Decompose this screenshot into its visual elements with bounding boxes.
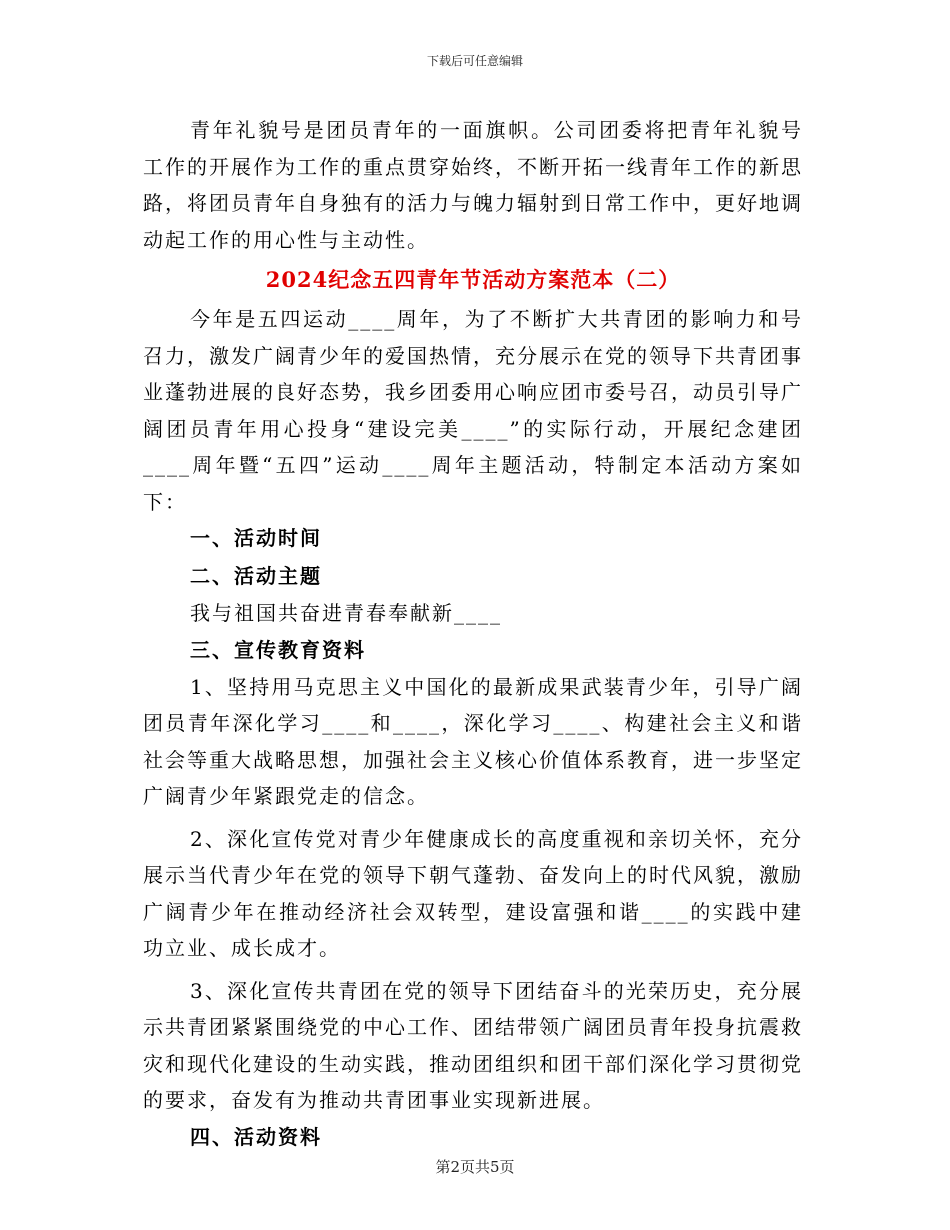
intro-paragraph: 青年礼貌号是团员青年的一面旗帜。公司团委将把青年礼貌号工作的开展作为工作的重点贯穿始终，不断开拓一线青年工作的新思路，将团员青年自身独有的活力与魄力辐射到日常工作中，更好地调动起工作的用心性与主动性。	[143, 118, 803, 252]
section-heading-theme: 二、活动主题	[190, 564, 322, 588]
opening-paragraph: 今年是五四运动____周年，为了不断扩大共青团的影响力和号召力，激发广阔青少年的爱国热情，充分展示在党的领导下共青团事业蓬勃进展的良好态势，我乡团委用心响应团市委号召，动员引导广阔团员青年用心投身“建设完美____”的实际行动，开展纪念建团____周年暨“五四”运动____周年主题活动，特制定本活动方案如下：	[143, 307, 803, 514]
education-item-2: 2、深化宣传党对青少年健康成长的高度重视和亲切关怀，充分展示当代青少年在党的领导下朝气蓬勃、奋发向上的时代风貌，激励广阔青少年在推动经济社会双转型，建设富强和谐____的实践中建功立业、成长成才。	[143, 826, 803, 960]
education-item-3: 3、深化宣传共青团在党的领导下团结奋斗的光荣历史，充分展示共青团紧紧围绕党的中心工作、团结带领广阔团员青年投身抗震救灾和现代化建设的生动实践，推动团组织和团干部们深化学习贯彻党的要求，奋发有为推动共青团事业实现新进展。	[143, 978, 803, 1112]
education-item-1: 1、坚持用马克思主义中国化的最新成果武装青少年，引导广阔团员青年深化学习____和____，深化学习____、构建社会主义和谐社会等重大战略思想，加强社会主义核心价值体系教育，进一步坚定广阔青少年紧跟党走的信念。	[143, 674, 803, 808]
document-title: 2024纪念五四青年节活动方案范本（二）	[265, 267, 681, 292]
theme-text: 我与祖国共奋进青春奉献新____	[190, 601, 502, 625]
document-body	[143, 112, 803, 1156]
page-header-note: 下载后可任意编辑	[426, 54, 523, 68]
section-heading-time: 一、活动时间	[190, 526, 322, 550]
section-heading-materials: 四、活动资料	[190, 1124, 322, 1149]
page-number: 第2页共5页	[435, 1158, 515, 1176]
section-heading-education: 三、宣传教育资料	[190, 637, 366, 662]
